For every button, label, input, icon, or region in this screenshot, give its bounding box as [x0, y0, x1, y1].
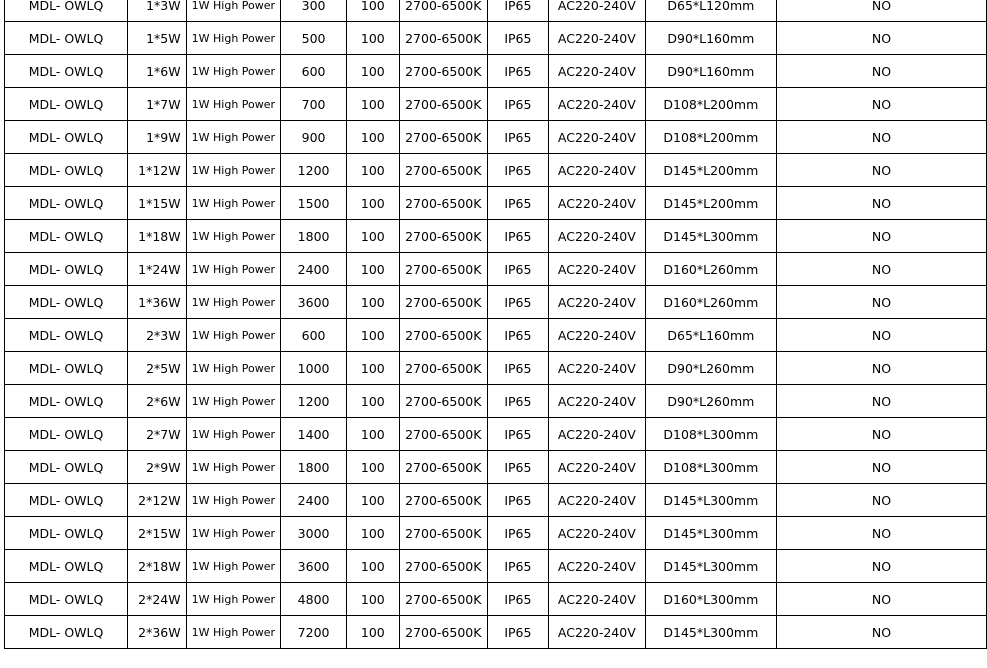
lumen-cell: 3600 — [281, 550, 347, 583]
table-row — [5, 451, 987, 484]
ip-cell: IP65 — [487, 187, 548, 220]
lumen-cell: 900 — [281, 121, 347, 154]
size-cell: D145*L300mm — [645, 517, 776, 550]
led-type-cell: 1W High Power — [186, 55, 281, 88]
voltage-cell: AC220-240V — [548, 583, 645, 616]
lumen-cell: 1500 — [281, 187, 347, 220]
dimmable-cell: NO — [776, 616, 986, 649]
cct-cell: 2700-6500K — [399, 0, 487, 22]
voltage-cell: AC220-240V — [548, 121, 645, 154]
voltage-cell: AC220-240V — [548, 550, 645, 583]
size-cell: D90*L260mm — [645, 385, 776, 418]
table-row — [5, 484, 987, 517]
table-row — [5, 550, 987, 583]
model-cell: MDL- OWLQ — [5, 121, 128, 154]
efficacy-cell: 100 — [347, 121, 400, 154]
cct-cell: 2700-6500K — [399, 451, 487, 484]
led-type-cell: 1W High Power — [186, 187, 281, 220]
lumen-cell: 3600 — [281, 286, 347, 319]
voltage-cell: AC220-240V — [548, 220, 645, 253]
ip-cell: IP65 — [487, 253, 548, 286]
size-cell: D108*L300mm — [645, 451, 776, 484]
lumen-cell: 1000 — [281, 352, 347, 385]
size-cell: D145*L300mm — [645, 220, 776, 253]
dimmable-cell: NO — [776, 517, 986, 550]
size-cell: D145*L300mm — [645, 550, 776, 583]
led-type-cell: 1W High Power — [186, 451, 281, 484]
table-row — [5, 154, 987, 187]
power-cell: 1*9W — [128, 121, 187, 154]
efficacy-cell: 100 — [347, 550, 400, 583]
dimmable-cell: NO — [776, 88, 986, 121]
cct-cell: 2700-6500K — [399, 22, 487, 55]
lumen-cell: 2400 — [281, 253, 347, 286]
ip-cell: IP65 — [487, 484, 548, 517]
lumen-cell: 500 — [281, 22, 347, 55]
power-cell: 2*12W — [128, 484, 187, 517]
led-type-cell: 1W High Power — [186, 352, 281, 385]
size-cell: D145*L300mm — [645, 616, 776, 649]
table-row — [5, 286, 987, 319]
power-cell: 2*36W — [128, 616, 187, 649]
led-type-cell: 1W High Power — [186, 418, 281, 451]
voltage-cell: AC220-240V — [548, 484, 645, 517]
cct-cell: 2700-6500K — [399, 616, 487, 649]
spec-table — [4, 0, 987, 649]
cct-cell: 2700-6500K — [399, 286, 487, 319]
ip-cell: IP65 — [487, 220, 548, 253]
voltage-cell: AC220-240V — [548, 418, 645, 451]
ip-cell: IP65 — [487, 385, 548, 418]
voltage-cell: AC220-240V — [548, 55, 645, 88]
voltage-cell: AC220-240V — [548, 385, 645, 418]
efficacy-cell: 100 — [347, 319, 400, 352]
size-cell: D90*L160mm — [645, 55, 776, 88]
model-cell: MDL- OWLQ — [5, 385, 128, 418]
model-cell: MDL- OWLQ — [5, 22, 128, 55]
model-cell: MDL- OWLQ — [5, 220, 128, 253]
cct-cell: 2700-6500K — [399, 187, 487, 220]
lumen-cell: 1800 — [281, 451, 347, 484]
voltage-cell: AC220-240V — [548, 88, 645, 121]
dimmable-cell: NO — [776, 451, 986, 484]
led-type-cell: 1W High Power — [186, 121, 281, 154]
dimmable-cell: NO — [776, 286, 986, 319]
dimmable-cell: NO — [776, 484, 986, 517]
voltage-cell: AC220-240V — [548, 253, 645, 286]
voltage-cell: AC220-240V — [548, 286, 645, 319]
cct-cell: 2700-6500K — [399, 55, 487, 88]
efficacy-cell: 100 — [347, 451, 400, 484]
model-cell: MDL- OWLQ — [5, 352, 128, 385]
size-cell: D90*L160mm — [645, 22, 776, 55]
lumen-cell: 7200 — [281, 616, 347, 649]
model-cell: MDL- OWLQ — [5, 88, 128, 121]
ip-cell: IP65 — [487, 88, 548, 121]
size-cell: D160*L260mm — [645, 286, 776, 319]
size-cell: D160*L300mm — [645, 583, 776, 616]
led-type-cell: 1W High Power — [186, 616, 281, 649]
led-type-cell: 1W High Power — [186, 88, 281, 121]
led-type-cell: 1W High Power — [186, 517, 281, 550]
cct-cell: 2700-6500K — [399, 88, 487, 121]
efficacy-cell: 100 — [347, 55, 400, 88]
efficacy-cell: 100 — [347, 154, 400, 187]
ip-cell: IP65 — [487, 616, 548, 649]
voltage-cell: AC220-240V — [548, 352, 645, 385]
ip-cell: IP65 — [487, 0, 548, 22]
voltage-cell: AC220-240V — [548, 187, 645, 220]
led-type-cell: 1W High Power — [186, 253, 281, 286]
voltage-cell: AC220-240V — [548, 154, 645, 187]
table-row — [5, 55, 987, 88]
power-cell: 1*7W — [128, 88, 187, 121]
dimmable-cell: NO — [776, 550, 986, 583]
ip-cell: IP65 — [487, 550, 548, 583]
voltage-cell: AC220-240V — [548, 0, 645, 22]
efficacy-cell: 100 — [347, 517, 400, 550]
efficacy-cell: 100 — [347, 220, 400, 253]
dimmable-cell: NO — [776, 418, 986, 451]
efficacy-cell: 100 — [347, 187, 400, 220]
ip-cell: IP65 — [487, 418, 548, 451]
cct-cell: 2700-6500K — [399, 517, 487, 550]
ip-cell: IP65 — [487, 352, 548, 385]
efficacy-cell: 100 — [347, 286, 400, 319]
cct-cell: 2700-6500K — [399, 154, 487, 187]
lumen-cell: 1200 — [281, 385, 347, 418]
cct-cell: 2700-6500K — [399, 418, 487, 451]
led-type-cell: 1W High Power — [186, 319, 281, 352]
size-cell: D145*L200mm — [645, 187, 776, 220]
power-cell: 1*6W — [128, 55, 187, 88]
dimmable-cell: NO — [776, 0, 986, 22]
led-type-cell: 1W High Power — [186, 286, 281, 319]
led-type-cell: 1W High Power — [186, 484, 281, 517]
ip-cell: IP65 — [487, 22, 548, 55]
led-type-cell: 1W High Power — [186, 0, 281, 22]
table-row — [5, 88, 987, 121]
dimmable-cell: NO — [776, 22, 986, 55]
ip-cell: IP65 — [487, 55, 548, 88]
led-type-cell: 1W High Power — [186, 385, 281, 418]
model-cell: MDL- OWLQ — [5, 253, 128, 286]
ip-cell: IP65 — [487, 154, 548, 187]
dimmable-cell: NO — [776, 352, 986, 385]
power-cell: 1*12W — [128, 154, 187, 187]
power-cell: 2*5W — [128, 352, 187, 385]
model-cell: MDL- OWLQ — [5, 550, 128, 583]
power-cell: 2*3W — [128, 319, 187, 352]
table-row — [5, 517, 987, 550]
cct-cell: 2700-6500K — [399, 550, 487, 583]
power-cell: 2*9W — [128, 451, 187, 484]
voltage-cell: AC220-240V — [548, 22, 645, 55]
table-row — [5, 0, 987, 22]
model-cell: MDL- OWLQ — [5, 616, 128, 649]
ip-cell: IP65 — [487, 121, 548, 154]
efficacy-cell: 100 — [347, 0, 400, 22]
table-row — [5, 121, 987, 154]
led-type-cell: 1W High Power — [186, 22, 281, 55]
efficacy-cell: 100 — [347, 22, 400, 55]
lumen-cell: 600 — [281, 319, 347, 352]
model-cell: MDL- OWLQ — [5, 187, 128, 220]
model-cell: MDL- OWLQ — [5, 286, 128, 319]
efficacy-cell: 100 — [347, 583, 400, 616]
table-row — [5, 352, 987, 385]
model-cell: MDL- OWLQ — [5, 484, 128, 517]
ip-cell: IP65 — [487, 517, 548, 550]
power-cell: 1*15W — [128, 187, 187, 220]
table-row — [5, 220, 987, 253]
size-cell: D65*L120mm — [645, 0, 776, 22]
efficacy-cell: 100 — [347, 253, 400, 286]
dimmable-cell: NO — [776, 385, 986, 418]
power-cell: 1*3W — [128, 0, 187, 22]
cct-cell: 2700-6500K — [399, 484, 487, 517]
voltage-cell: AC220-240V — [548, 616, 645, 649]
power-cell: 1*5W — [128, 22, 187, 55]
table-body — [5, 0, 987, 649]
power-cell: 2*7W — [128, 418, 187, 451]
led-type-cell: 1W High Power — [186, 154, 281, 187]
dimmable-cell: NO — [776, 253, 986, 286]
size-cell: D145*L300mm — [645, 484, 776, 517]
dimmable-cell: NO — [776, 319, 986, 352]
dimmable-cell: NO — [776, 220, 986, 253]
efficacy-cell: 100 — [347, 352, 400, 385]
size-cell: D108*L200mm — [645, 88, 776, 121]
dimmable-cell: NO — [776, 187, 986, 220]
ip-cell: IP65 — [487, 319, 548, 352]
ip-cell: IP65 — [487, 286, 548, 319]
efficacy-cell: 100 — [347, 616, 400, 649]
power-cell: 2*6W — [128, 385, 187, 418]
size-cell: D65*L160mm — [645, 319, 776, 352]
dimmable-cell: NO — [776, 55, 986, 88]
cct-cell: 2700-6500K — [399, 253, 487, 286]
dimmable-cell: NO — [776, 154, 986, 187]
power-cell: 1*18W — [128, 220, 187, 253]
size-cell: D145*L200mm — [645, 154, 776, 187]
size-cell: D160*L260mm — [645, 253, 776, 286]
lumen-cell: 3000 — [281, 517, 347, 550]
ip-cell: IP65 — [487, 451, 548, 484]
power-cell: 2*15W — [128, 517, 187, 550]
efficacy-cell: 100 — [347, 418, 400, 451]
model-cell: MDL- OWLQ — [5, 154, 128, 187]
dimmable-cell: NO — [776, 583, 986, 616]
size-cell: D90*L260mm — [645, 352, 776, 385]
efficacy-cell: 100 — [347, 484, 400, 517]
lumen-cell: 600 — [281, 55, 347, 88]
table-row — [5, 616, 987, 649]
voltage-cell: AC220-240V — [548, 451, 645, 484]
efficacy-cell: 100 — [347, 88, 400, 121]
power-cell: 1*24W — [128, 253, 187, 286]
model-cell: MDL- OWLQ — [5, 0, 128, 22]
ip-cell: IP65 — [487, 583, 548, 616]
lumen-cell: 700 — [281, 88, 347, 121]
voltage-cell: AC220-240V — [548, 319, 645, 352]
model-cell: MDL- OWLQ — [5, 517, 128, 550]
size-cell: D108*L200mm — [645, 121, 776, 154]
led-type-cell: 1W High Power — [186, 583, 281, 616]
cct-cell: 2700-6500K — [399, 385, 487, 418]
table-row — [5, 319, 987, 352]
lumen-cell: 1200 — [281, 154, 347, 187]
table-row — [5, 385, 987, 418]
model-cell: MDL- OWLQ — [5, 418, 128, 451]
led-type-cell: 1W High Power — [186, 220, 281, 253]
table-row — [5, 253, 987, 286]
table-row — [5, 187, 987, 220]
power-cell: 2*18W — [128, 550, 187, 583]
lumen-cell: 300 — [281, 0, 347, 22]
led-type-cell: 1W High Power — [186, 550, 281, 583]
power-cell: 1*36W — [128, 286, 187, 319]
cct-cell: 2700-6500K — [399, 220, 487, 253]
power-cell: 2*24W — [128, 583, 187, 616]
model-cell: MDL- OWLQ — [5, 583, 128, 616]
lumen-cell: 1800 — [281, 220, 347, 253]
size-cell: D108*L300mm — [645, 418, 776, 451]
model-cell: MDL- OWLQ — [5, 451, 128, 484]
cct-cell: 2700-6500K — [399, 319, 487, 352]
cct-cell: 2700-6500K — [399, 583, 487, 616]
cct-cell: 2700-6500K — [399, 121, 487, 154]
model-cell: MDL- OWLQ — [5, 319, 128, 352]
table-row — [5, 22, 987, 55]
efficacy-cell: 100 — [347, 385, 400, 418]
table-row — [5, 418, 987, 451]
table-row — [5, 583, 987, 616]
lumen-cell: 4800 — [281, 583, 347, 616]
lumen-cell: 1400 — [281, 418, 347, 451]
voltage-cell: AC220-240V — [548, 517, 645, 550]
model-cell: MDL- OWLQ — [5, 55, 128, 88]
dimmable-cell: NO — [776, 121, 986, 154]
cct-cell: 2700-6500K — [399, 352, 487, 385]
lumen-cell: 2400 — [281, 484, 347, 517]
